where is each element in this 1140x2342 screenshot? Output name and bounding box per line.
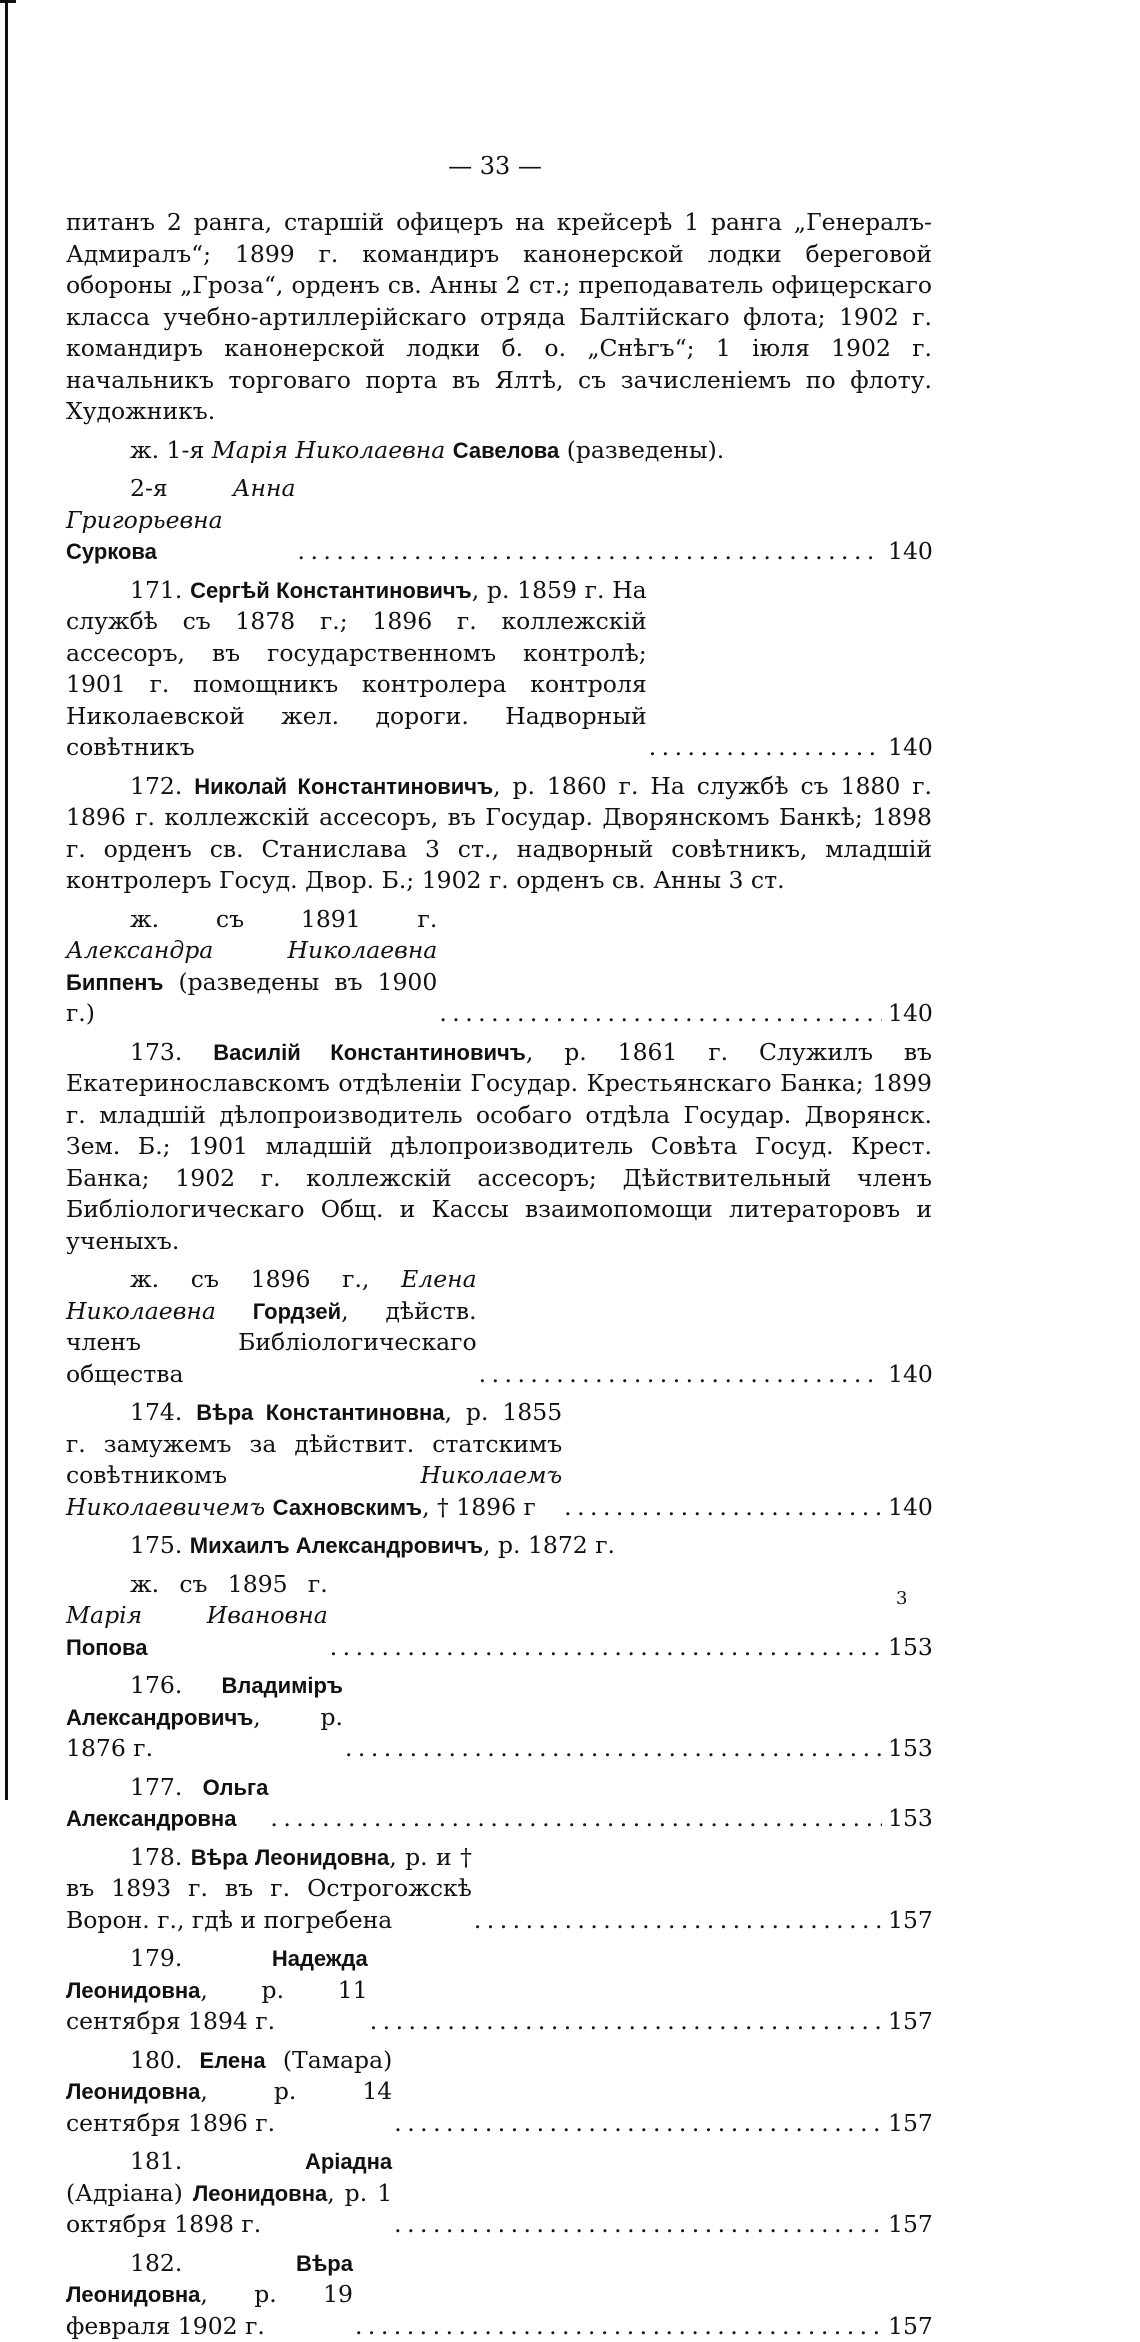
paragraph [66, 207, 932, 428]
person-name: Сахновскимъ [273, 1495, 422, 1520]
text-run: 175. [130, 1531, 190, 1559]
genealogy-entry [66, 904, 932, 1030]
text-run: , р. 11 сентября 1894 г. [66, 1976, 368, 2036]
page-number: — 33 — [0, 152, 990, 180]
spouse-given-name: Александра Николаевна [66, 936, 437, 964]
person-name: Гордзей [253, 1299, 341, 1324]
entry-text [66, 575, 647, 764]
text-run: 173. [130, 1038, 213, 1066]
text-run: 181. [130, 2147, 305, 2175]
entry-text [66, 2045, 392, 2140]
text-run: , р. 1859 г. На службѣ съ 1878 г.; 1896 г. коллежскій ассесоръ, въ государственномъ контролѣ; 1901 г. помощникъ контролера контроля Николаевской жел. дороги. Надворный совѣтникъ [66, 576, 647, 762]
person-name: Владиміръ Александровичъ [66, 1673, 343, 1730]
block-spacer [66, 1562, 932, 1569]
paragraph [66, 1037, 932, 1258]
genealogy-entry [66, 1569, 932, 1664]
paragraph [66, 1530, 932, 1562]
person-name: Вѣра Леонидовна [191, 1845, 389, 1870]
spouse-given-name: Анна Григорьевна [66, 474, 296, 534]
block-spacer [66, 2241, 932, 2248]
text-run: ж. съ 1896 г., [130, 1265, 401, 1293]
person-name: Биппенъ [66, 970, 163, 995]
text-run: ж. съ 1895 г. [130, 1570, 328, 1598]
spouse-given-name: Марія Николаевна [212, 436, 446, 464]
scan-edge-top [0, 0, 16, 3]
page-reference: 140 [888, 1492, 932, 1524]
person-name: Надежда Леонидовна [66, 1946, 368, 2003]
text-run: , р. 14 сентября 1896 г. [66, 2077, 392, 2137]
block-spacer [66, 1523, 932, 1530]
entry-text [66, 1264, 477, 1390]
block-spacer [66, 428, 932, 435]
text-run: питанъ 2 ранга, старшій офицеръ на крейсерѣ 1 ранга „Генералъ-Адмиралъ“; 1899 г. командиръ канонерской лодки береговой обороны „Гроза“, орденъ св. Анны 2 ст.; преподаватель офицерскаго класса учебно-артиллерійскаго отряда Балтійскаго флота; 1902 г. командиръ канонерской лодки б. о. „Снѣгъ“; 1 іюля 1902 г. начальникъ торговаго порта въ Ялтѣ, съ зачисленіемъ по флоту. Художникъ. [66, 208, 932, 425]
entry-text [66, 473, 296, 568]
entry-text [66, 2146, 392, 2241]
dot-leader [394, 2108, 882, 2140]
page-reference: 157 [888, 2006, 932, 2038]
genealogy-entry [66, 473, 932, 568]
text-run: 179. [130, 1944, 272, 1972]
person-name: Суркова [66, 539, 157, 564]
person-name: Савелова [453, 438, 559, 463]
genealogy-entry [66, 1772, 932, 1835]
text-run: , р. 1 октября 1898 г. [66, 2179, 392, 2239]
person-name: Ольга Александровна [66, 1775, 268, 1832]
scan-edge-left [5, 0, 8, 1800]
page-reference: 157 [888, 2311, 932, 2342]
entry-text [66, 1943, 368, 2038]
paragraph [66, 771, 932, 897]
text-run: (разведены). [559, 436, 724, 464]
person-name: Леонидовна [66, 2079, 200, 2104]
block-spacer [66, 897, 932, 904]
entry-text [66, 2248, 353, 2342]
genealogy-entry [66, 2045, 932, 2140]
block-spacer [66, 2139, 932, 2146]
block-spacer [66, 1936, 932, 1943]
entry-text [66, 1670, 343, 1765]
person-name: Сергѣй Константиновичъ [190, 578, 472, 603]
person-name: Михаилъ Александровичъ [190, 1533, 483, 1558]
text-run: ж. съ 1891 г. [130, 905, 437, 933]
page-reference: 140 [888, 998, 932, 1030]
spouse-given-name: Елена Николаевна [66, 1265, 477, 1325]
page-reference: 157 [888, 2108, 932, 2140]
dot-leader [370, 2006, 882, 2038]
person-name: Николай Константиновичъ [194, 774, 493, 799]
dot-leader [355, 2311, 882, 2342]
genealogy-entry [66, 1264, 932, 1390]
text-run: , р. 1861 г. Служилъ въ Екатеринославскомъ отдѣленіи Государ. Крестьянскаго Банка; 1899 г. младшій дѣлопроизводитель особаго отдѣла Государ. Дворянск. Зем. Б.; 1901 младшій дѣлопроизводитель Совѣта Госуд. Крест. Банка; 1902 г. коллежскій ассесоръ; Дѣйствительный членъ Библіологическаго Общ. и Кассы взаимопомощи литераторовъ и ученыхъ. [66, 1038, 932, 1255]
block-spacer [66, 1663, 932, 1670]
person-name: Елена [200, 2048, 266, 2073]
page-reference: 140 [888, 536, 932, 568]
text-run: 171. [130, 576, 190, 604]
person-name: Аріадна [305, 2149, 392, 2174]
dot-leader [474, 1905, 882, 1937]
entry-text [66, 1397, 562, 1523]
block-spacer [66, 466, 932, 473]
dot-leader [439, 998, 882, 1030]
text-run: , р. 19 февраля 1902 г. [66, 2280, 353, 2340]
text-run: , р. 1876 г. [66, 1703, 343, 1763]
text-run: (Тамара) [266, 2046, 393, 2074]
dot-leader [479, 1359, 882, 1391]
block-spacer [66, 1030, 932, 1037]
person-name: Леонидовна [193, 2181, 327, 2206]
text-run: 180. [130, 2046, 200, 2074]
text-run: (разведены въ 1900 г.) [66, 968, 437, 1028]
page-reference: 157 [888, 1905, 932, 1937]
text-run [216, 1297, 253, 1325]
page-reference: 140 [888, 1359, 932, 1391]
text-run: , † 1896 г [422, 1493, 536, 1521]
block-spacer [66, 1835, 932, 1842]
text-run: , дѣйств. членъ Библіологическаго общества [66, 1297, 477, 1388]
block-spacer [66, 1765, 932, 1772]
page-reference: 153 [888, 1803, 932, 1835]
person-name: Вѣра Леонидовна [66, 2251, 353, 2308]
paragraph [66, 435, 932, 467]
dot-leader [298, 536, 882, 568]
page-reference: 153 [888, 1632, 932, 1664]
genealogy-entry [66, 2248, 932, 2342]
text-run: 2-я [130, 474, 233, 502]
person-name: Вѣра Константиновна [196, 1400, 444, 1425]
text-run: ж. 1-я [130, 436, 212, 464]
entry-text [66, 904, 437, 1030]
text-run: (Адріана) [66, 2179, 193, 2207]
signature-mark: 3 [896, 1588, 907, 1609]
genealogy-entry [66, 1842, 932, 1937]
page-reference: 157 [888, 2209, 932, 2241]
dot-leader [394, 2209, 882, 2241]
genealogy-entry [66, 2146, 932, 2241]
dot-leader [345, 1733, 882, 1765]
text-run: , р. 1860 г. На службѣ съ 1880 г. 1896 г. коллежскій ассесоръ, въ Государ. Дворянскомъ Банкѣ; 1898 г. орденъ св. Станислава 3 ст., надворный совѣтникъ, младшій контролеръ Госуд. Двор. Б.; 1902 г. орденъ св. Анны 3 ст. [66, 772, 932, 895]
entry-text [66, 1569, 328, 1664]
spouse-given-name: Николаемъ Николаевичемъ [66, 1461, 562, 1521]
text-run: , р. 1855 г. замужемъ за дѣйствит. статскимъ совѣтникомъ [66, 1398, 562, 1489]
text-run [265, 1493, 272, 1521]
dot-leader [649, 732, 882, 764]
page-reference: 153 [888, 1733, 932, 1765]
text-run: 174. [130, 1398, 196, 1426]
dot-leader [330, 1632, 882, 1664]
text-run [445, 436, 452, 464]
genealogy-entry [66, 1943, 932, 2038]
person-name: Попова [66, 1635, 147, 1660]
block-spacer [66, 764, 932, 771]
page-reference: 140 [888, 732, 932, 764]
block-spacer [66, 1257, 932, 1264]
block-spacer [66, 2038, 932, 2045]
person-name: Василій Константиновичъ [213, 1040, 526, 1065]
text-run: 182. [130, 2249, 296, 2277]
block-spacer [66, 568, 932, 575]
page-content [66, 207, 932, 2342]
spouse-given-name: Марія Ивановна [66, 1601, 328, 1629]
entry-text [66, 1772, 268, 1835]
block-spacer [66, 1390, 932, 1397]
genealogy-entry [66, 1397, 932, 1523]
genealogy-entry [66, 1670, 932, 1765]
dot-leader [564, 1492, 882, 1524]
text-run: , р. и † въ 1893 г. въ г. Острогожскѣ Ворон. г., гдѣ и погребена [66, 1843, 472, 1934]
text-run: 176. [130, 1671, 222, 1699]
text-run: , р. 1872 г. [483, 1531, 615, 1559]
text-run: 177. [130, 1773, 203, 1801]
text-run: 178. [130, 1843, 191, 1871]
genealogy-entry [66, 575, 932, 764]
text-run: 172. [130, 772, 194, 800]
entry-text [66, 1842, 472, 1937]
